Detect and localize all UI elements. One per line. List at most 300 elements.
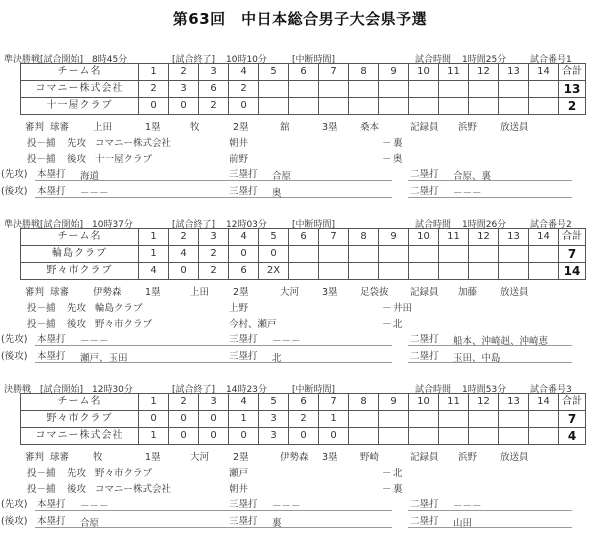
hr-label: 本塁打 xyxy=(37,499,66,510)
battery-top-catcher: 裏 xyxy=(393,138,403,149)
bottom-paren-label: (後攻) xyxy=(1,351,28,362)
team-name: 野々市クラブ xyxy=(21,263,139,280)
table-row xyxy=(21,98,586,115)
battery-label: 投－捕 xyxy=(27,484,56,495)
inning-score xyxy=(409,98,439,115)
bottom-double-value: 玉田、中島 xyxy=(453,353,501,364)
game-section-2 xyxy=(0,217,600,382)
underline xyxy=(408,362,572,363)
inning-score xyxy=(499,411,529,428)
hr-label: 本塁打 xyxy=(37,351,66,362)
dash: － xyxy=(382,138,392,149)
battery-top-pitcher: 朝井 xyxy=(229,138,249,149)
total-column-header: 合計 xyxy=(559,64,586,81)
inning-score xyxy=(259,98,289,115)
inning-score xyxy=(289,263,319,280)
inning-score: 0 xyxy=(229,98,259,115)
inning-score: 1 xyxy=(229,411,259,428)
bottom-paren-label: (後攻) xyxy=(1,186,28,197)
start-time: 10時37分 xyxy=(92,220,133,230)
battery-label: 投－捕 xyxy=(27,468,56,479)
second-base-umpire: 舘 xyxy=(280,122,290,133)
end-label: [試合終了] xyxy=(172,55,216,65)
inning-header: 11 xyxy=(439,229,469,246)
table-row xyxy=(21,263,586,280)
inning-header: 14 xyxy=(529,394,559,411)
battery-bottom-catcher: 裏 xyxy=(393,484,403,495)
third-base-label: 3塁 xyxy=(322,287,338,298)
inning-score: 2 xyxy=(289,411,319,428)
inning-score xyxy=(319,246,349,263)
inning-score xyxy=(469,263,499,280)
underline xyxy=(35,180,255,181)
inning-score xyxy=(529,81,559,98)
total-column-header: 合計 xyxy=(559,229,586,246)
inning-header: 3 xyxy=(199,394,229,411)
inning-score xyxy=(439,81,469,98)
underline xyxy=(228,197,392,198)
dash: － xyxy=(382,468,392,479)
first-base-label: 1塁 xyxy=(145,287,161,298)
scoreboard-table xyxy=(20,393,586,445)
inning-score: 2 xyxy=(139,81,169,98)
inning-score xyxy=(349,98,379,115)
top-double-value: 船本、沖崎赳、沖崎恵 xyxy=(453,336,549,347)
inning-header: 7 xyxy=(319,64,349,81)
inning-score xyxy=(289,98,319,115)
inning-score: 0 xyxy=(139,98,169,115)
top-double-value: －－－ xyxy=(453,501,482,512)
inning-header: 12 xyxy=(469,64,499,81)
top-label: 先攻 xyxy=(67,303,87,314)
triple-label: 三塁打 xyxy=(229,516,258,527)
inning-score: 2 xyxy=(229,81,259,98)
plate-umpire-name: 伊勢森 xyxy=(93,287,122,298)
second-base-umpire: 大河 xyxy=(280,287,300,298)
inning-score: 2 xyxy=(199,98,229,115)
scorer-label: 記録員 xyxy=(410,122,439,133)
bottom-double-value: 山田 xyxy=(453,518,473,529)
total-score: 7 xyxy=(559,411,586,428)
plate-umpire-name: 上田 xyxy=(93,122,113,133)
third-base-umpire: 足袋抜 xyxy=(360,287,389,298)
game-number: 試合番号3 xyxy=(530,385,572,395)
table-row xyxy=(21,246,586,263)
round-label: 準決勝戦 xyxy=(4,55,41,65)
inning-header: 10 xyxy=(409,64,439,81)
double-label: 二塁打 xyxy=(410,499,439,510)
end-label: [試合終了] xyxy=(172,385,216,395)
inning-score: 1 xyxy=(139,246,169,263)
second-base-label: 2塁 xyxy=(233,122,249,133)
inning-score: 0 xyxy=(169,263,199,280)
underline xyxy=(408,510,572,511)
umpire-label: 審判 xyxy=(25,287,45,298)
underline xyxy=(408,180,572,181)
scoreboard-header-row xyxy=(21,229,586,246)
inning-score xyxy=(409,81,439,98)
triple-label: 三塁打 xyxy=(229,169,258,180)
duration-value: 1時間26分 xyxy=(462,220,507,230)
team-name: コマニー株式会社 xyxy=(21,428,139,445)
inning-score xyxy=(379,81,409,98)
battery-label: 投－捕 xyxy=(27,319,56,330)
inning-score xyxy=(499,263,529,280)
inning-header: 10 xyxy=(409,394,439,411)
duration-value: 1時間53分 xyxy=(462,385,507,395)
inning-header: 14 xyxy=(529,229,559,246)
inning-score xyxy=(529,411,559,428)
underline xyxy=(228,527,392,528)
inning-header: 1 xyxy=(139,64,169,81)
game-section-3 xyxy=(0,382,600,547)
total-score: 7 xyxy=(559,246,586,263)
top-paren-label: (先攻) xyxy=(1,499,28,510)
inning-score xyxy=(349,81,379,98)
inning-header: 12 xyxy=(469,394,499,411)
inning-header: 2 xyxy=(169,229,199,246)
hr-label: 本塁打 xyxy=(37,169,66,180)
underline xyxy=(228,345,392,346)
plate-umpire-label: 球審 xyxy=(50,452,70,463)
top-double-value: 合原、裏 xyxy=(453,171,492,182)
duration-label: 試合時間 xyxy=(415,220,452,230)
top-triple-value: －－－ xyxy=(272,501,301,512)
inning-score: 1 xyxy=(139,428,169,445)
inning-header: 8 xyxy=(349,229,379,246)
inning-score xyxy=(499,246,529,263)
inning-header: 1 xyxy=(139,394,169,411)
umpire-label: 審判 xyxy=(25,122,45,133)
bottom-double-value: －－－ xyxy=(453,188,482,199)
start-label: [試合開始] xyxy=(40,55,84,65)
first-base-umpire: 牧 xyxy=(190,122,200,133)
inning-score xyxy=(319,263,349,280)
bottom-label: 後攻 xyxy=(67,154,87,165)
inning-header: 2 xyxy=(169,394,199,411)
inning-header: 14 xyxy=(529,64,559,81)
double-label: 二塁打 xyxy=(410,334,439,345)
bottom-triple-value: 北 xyxy=(272,353,282,364)
team-name: 野々市クラブ xyxy=(21,411,139,428)
battery-top-catcher: 井田 xyxy=(393,303,413,314)
round-label: 決勝戦 xyxy=(4,385,32,395)
end-label: [試合終了] xyxy=(172,220,216,230)
inning-header: 9 xyxy=(379,64,409,81)
third-base-umpire: 野崎 xyxy=(360,452,380,463)
start-label: [試合開始] xyxy=(40,220,84,230)
inning-score: 3 xyxy=(169,81,199,98)
inning-score: 6 xyxy=(199,81,229,98)
inning-header: 2 xyxy=(169,64,199,81)
inning-header: 11 xyxy=(439,64,469,81)
battery-label: 投－捕 xyxy=(27,138,56,149)
battery-top-team: コマニー株式会社 xyxy=(95,138,172,149)
battery-top-catcher: 北 xyxy=(393,468,403,479)
inning-score xyxy=(409,246,439,263)
total-score: 14 xyxy=(559,263,586,280)
inning-header: 4 xyxy=(229,229,259,246)
inning-score xyxy=(529,428,559,445)
second-base-umpire: 伊勢森 xyxy=(280,452,309,463)
inning-score: 1 xyxy=(319,411,349,428)
inning-header: 6 xyxy=(289,229,319,246)
bottom-label: 後攻 xyxy=(67,484,87,495)
inning-header: 5 xyxy=(259,64,289,81)
battery-bottom-pitcher: 前野 xyxy=(229,154,249,165)
announcer-label: 放送員 xyxy=(500,287,529,298)
inning-score xyxy=(439,263,469,280)
inning-header: 4 xyxy=(229,394,259,411)
round-label: 準決勝戦 xyxy=(4,220,41,230)
inning-score xyxy=(469,81,499,98)
inning-score xyxy=(289,246,319,263)
inning-score: 0 xyxy=(199,428,229,445)
scoreboard-table xyxy=(20,228,586,280)
bottom-hr-value: －－－ xyxy=(80,188,109,199)
inning-header: 10 xyxy=(409,229,439,246)
duration-label: 試合時間 xyxy=(415,385,452,395)
game-number: 試合番号1 xyxy=(530,55,572,65)
triple-label: 三塁打 xyxy=(229,351,258,362)
inning-score xyxy=(349,411,379,428)
top-triple-value: 合原 xyxy=(272,171,292,182)
start-time: 12時30分 xyxy=(92,385,133,395)
inning-header: 11 xyxy=(439,394,469,411)
inning-header: 3 xyxy=(199,229,229,246)
inning-score: 2 xyxy=(199,263,229,280)
top-label: 先攻 xyxy=(67,468,87,479)
inning-score xyxy=(379,428,409,445)
team-name: コマニー株式会社 xyxy=(21,81,139,98)
battery-label: 投－捕 xyxy=(27,303,56,314)
battery-top-pitcher: 瀬戸 xyxy=(229,468,249,479)
start-time: 8時45分 xyxy=(92,55,128,65)
inning-score xyxy=(469,98,499,115)
double-label: 二塁打 xyxy=(410,351,439,362)
inning-score xyxy=(439,411,469,428)
inning-score xyxy=(499,98,529,115)
inning-score xyxy=(349,263,379,280)
double-label: 二塁打 xyxy=(410,169,439,180)
team-name: 輪島クラブ xyxy=(21,246,139,263)
third-base-label: 3塁 xyxy=(322,122,338,133)
top-label: 先攻 xyxy=(67,138,87,149)
table-row xyxy=(21,428,586,445)
inning-score xyxy=(439,246,469,263)
inning-score xyxy=(409,411,439,428)
inning-score: 0 xyxy=(289,428,319,445)
plate-umpire-label: 球審 xyxy=(50,287,70,298)
inning-score xyxy=(319,98,349,115)
double-label: 二塁打 xyxy=(410,186,439,197)
first-base-label: 1塁 xyxy=(145,452,161,463)
battery-bottom-team: コマニー株式会社 xyxy=(95,484,172,495)
battery-top-pitcher: 上野 xyxy=(229,303,249,314)
top-paren-label: (先攻) xyxy=(1,169,28,180)
total-score: 4 xyxy=(559,428,586,445)
inning-header: 6 xyxy=(289,64,319,81)
scoreboard-header-row xyxy=(21,394,586,411)
interrupt-label: [中断時間] xyxy=(292,220,336,230)
end-time: 12時03分 xyxy=(226,220,267,230)
inning-score: 0 xyxy=(319,428,349,445)
table-row xyxy=(21,411,586,428)
inning-score xyxy=(499,81,529,98)
team-column-header: チーム名 xyxy=(21,394,139,411)
inning-score: 2X xyxy=(259,263,289,280)
duration-label: 試合時間 xyxy=(415,55,452,65)
inning-score xyxy=(529,98,559,115)
bottom-triple-value: 奥 xyxy=(272,188,282,199)
inning-score: 0 xyxy=(169,411,199,428)
scorer-name: 浜野 xyxy=(458,452,478,463)
battery-bottom-team: 野々市クラブ xyxy=(95,319,153,330)
inning-score: 0 xyxy=(169,428,199,445)
page-title: 第63回 中日本総合男子大会県予選 xyxy=(172,10,428,28)
inning-header: 5 xyxy=(259,394,289,411)
inning-score xyxy=(289,81,319,98)
game-number: 試合番号2 xyxy=(530,220,572,230)
inning-score xyxy=(349,428,379,445)
start-label: [試合開始] xyxy=(40,385,84,395)
end-time: 10時10分 xyxy=(226,55,267,65)
inning-score xyxy=(469,246,499,263)
interrupt-label: [中断時間] xyxy=(292,385,336,395)
bottom-label: 後攻 xyxy=(67,319,87,330)
inning-header: 4 xyxy=(229,64,259,81)
inning-header: 7 xyxy=(319,229,349,246)
battery-top-team: 野々市クラブ xyxy=(95,468,153,479)
game-section-1 xyxy=(0,52,600,217)
inning-score: 4 xyxy=(139,263,169,280)
scoreboard-table xyxy=(20,63,586,115)
inning-score xyxy=(409,428,439,445)
underline xyxy=(228,180,392,181)
inning-score xyxy=(529,263,559,280)
inning-header: 13 xyxy=(499,64,529,81)
inning-header: 6 xyxy=(289,394,319,411)
dash: － xyxy=(382,303,392,314)
underline xyxy=(35,527,255,528)
inning-score xyxy=(529,246,559,263)
inning-score: 0 xyxy=(259,246,289,263)
underline xyxy=(35,510,255,511)
duration-value: 1時間25分 xyxy=(462,55,507,65)
underline xyxy=(228,362,392,363)
team-column-header: チーム名 xyxy=(21,229,139,246)
underline xyxy=(408,345,572,346)
battery-label: 投－捕 xyxy=(27,154,56,165)
inning-header: 7 xyxy=(319,394,349,411)
inning-score: 0 xyxy=(169,98,199,115)
inning-header: 1 xyxy=(139,229,169,246)
top-hr-value: －－－ xyxy=(80,501,109,512)
top-triple-value: －－－ xyxy=(272,336,301,347)
inning-header: 9 xyxy=(379,394,409,411)
inning-score xyxy=(439,98,469,115)
plate-umpire-name: 牧 xyxy=(93,452,103,463)
battery-bottom-catcher: 北 xyxy=(393,319,403,330)
inning-score: 0 xyxy=(229,428,259,445)
underline xyxy=(408,527,572,528)
umpire-label: 審判 xyxy=(25,452,45,463)
inning-header: 8 xyxy=(349,394,379,411)
top-hr-value: －－－ xyxy=(80,336,109,347)
hr-label: 本塁打 xyxy=(37,334,66,345)
underline xyxy=(35,197,255,198)
inning-score xyxy=(409,263,439,280)
scorer-label: 記録員 xyxy=(410,452,439,463)
end-time: 14時23分 xyxy=(226,385,267,395)
inning-score xyxy=(319,81,349,98)
scorer-name: 加藤 xyxy=(458,287,478,298)
scorer-name: 浜野 xyxy=(458,122,478,133)
dash: － xyxy=(382,154,392,165)
inning-score xyxy=(379,246,409,263)
inning-header: 5 xyxy=(259,229,289,246)
inning-score: 0 xyxy=(199,411,229,428)
third-base-label: 3塁 xyxy=(322,452,338,463)
bottom-hr-value: 瀬戸、玉田 xyxy=(80,353,128,364)
inning-header: 12 xyxy=(469,229,499,246)
dash: － xyxy=(382,319,392,330)
battery-bottom-pitcher: 朝井 xyxy=(229,484,249,495)
underline xyxy=(35,362,255,363)
battery-bottom-team: 十一屋クラブ xyxy=(95,154,153,165)
hr-label: 本塁打 xyxy=(37,186,66,197)
bottom-triple-value: 裏 xyxy=(272,518,282,529)
third-base-umpire: 桑本 xyxy=(360,122,380,133)
inning-score xyxy=(379,411,409,428)
scorer-label: 記録員 xyxy=(410,287,439,298)
inning-score xyxy=(469,428,499,445)
bottom-hr-value: 合原 xyxy=(80,518,100,529)
battery-top-team: 輪島クラブ xyxy=(95,303,143,314)
inning-score: 0 xyxy=(139,411,169,428)
first-base-umpire: 上田 xyxy=(190,287,210,298)
inning-score xyxy=(379,263,409,280)
battery-bottom-pitcher: 今村、瀬戸 xyxy=(229,319,277,330)
total-score: 2 xyxy=(559,98,586,115)
second-base-label: 2塁 xyxy=(233,287,249,298)
second-base-label: 2塁 xyxy=(233,452,249,463)
inning-header: 13 xyxy=(499,229,529,246)
inning-header: 13 xyxy=(499,394,529,411)
interrupt-label: [中断時間] xyxy=(292,55,336,65)
top-hr-value: 海道 xyxy=(80,171,100,182)
scoreboard-header-row xyxy=(21,64,586,81)
dash: － xyxy=(382,484,392,495)
team-column-header: チーム名 xyxy=(21,64,139,81)
top-paren-label: (先攻) xyxy=(1,334,28,345)
total-column-header: 合計 xyxy=(559,394,586,411)
underline xyxy=(228,510,392,511)
announcer-label: 放送員 xyxy=(500,452,529,463)
team-name: 十一屋クラブ xyxy=(21,98,139,115)
inning-score xyxy=(379,98,409,115)
announcer-label: 放送員 xyxy=(500,122,529,133)
total-score: 13 xyxy=(559,81,586,98)
battery-bottom-catcher: 奥 xyxy=(393,154,403,165)
inning-header: 8 xyxy=(349,64,379,81)
inning-score: 4 xyxy=(169,246,199,263)
first-base-umpire: 大河 xyxy=(190,452,210,463)
inning-score xyxy=(439,428,469,445)
underline xyxy=(408,197,572,198)
triple-label: 三塁打 xyxy=(229,499,258,510)
hr-label: 本塁打 xyxy=(37,516,66,527)
